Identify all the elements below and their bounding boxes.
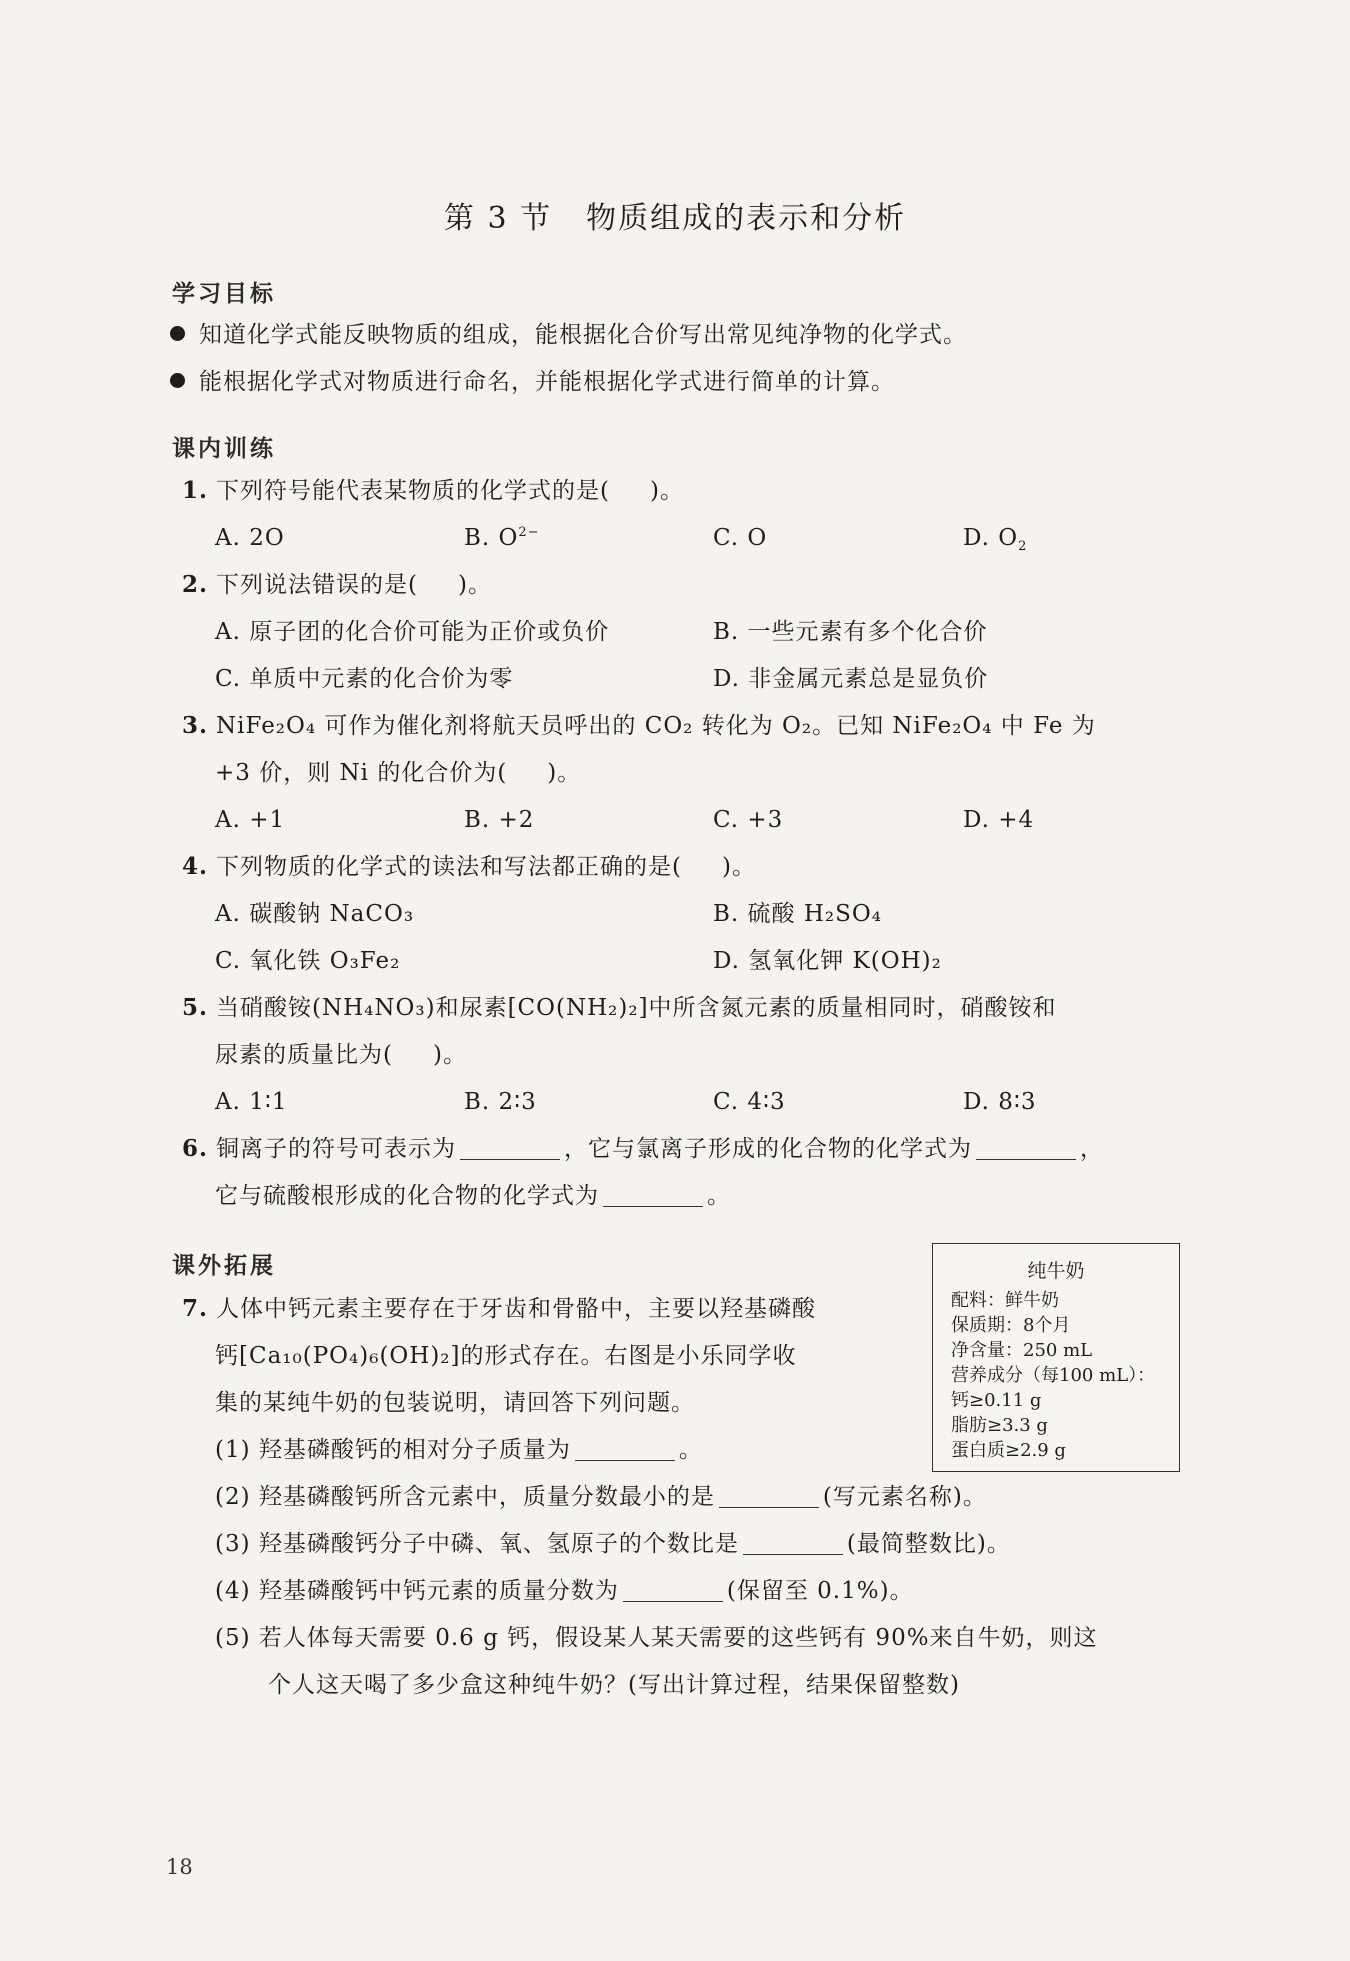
question-2: 2. 下列说法错误的是( )。 [182, 571, 492, 598]
inclass-heading: 课内训练 [172, 435, 276, 462]
goals-heading: 学习目标 [172, 280, 276, 307]
answer-blank[interactable] [743, 1532, 843, 1555]
option-b: B. 2∶3 [464, 1089, 537, 1115]
question-3-cont: +3 价，则 Ni 的化合价为( )。 [215, 760, 582, 786]
option-c: C. +3 [713, 807, 784, 833]
option-b: B. 一些元素有多个化合价 [713, 619, 988, 645]
subquestion-1: (1) 羟基磷酸钙的相对分子质量为 。 [215, 1437, 703, 1463]
section-name: 物质组成的表示和分析 [586, 201, 907, 236]
question-5-cont: 尿素的质量比为( )。 [215, 1042, 467, 1068]
option-d: D. 8∶3 [963, 1089, 1037, 1115]
question-7-cont: 钙[Ca₁₀(PO₄)₆(OH)₂]的形式存在。右图是小乐同学收 [215, 1343, 797, 1369]
milk-label-line: 蛋白质≥2.9 g [951, 1440, 1066, 1461]
question-3: 3. NiFe₂O₄ 可作为催化剂将航天员呼出的 CO₂ 转化为 O₂。已知 NiFe₂O₄ 中 Fe 为 [182, 712, 1096, 739]
question-4: 4. 下列物质的化学式的读法和写法都正确的是( )。 [182, 853, 756, 880]
answer-blank[interactable] [575, 1438, 675, 1461]
question-1: 1. 下列符号能代表某物质的化学式的是( )。 [182, 477, 684, 504]
option-a: A. 1∶1 [215, 1089, 288, 1115]
question-7: 7. 人体中钙元素主要存在于牙齿和骨骼中，主要以羟基磷酸 [182, 1295, 817, 1322]
milk-label-line: 钙≥0.11 g [951, 1390, 1042, 1411]
milk-label-title: 纯牛奶 [1027, 1260, 1085, 1282]
extra-heading: 课外拓展 [172, 1252, 276, 1279]
option-b: B. 硫酸 H₂SO₄ [713, 901, 882, 927]
answer-blank[interactable] [603, 1184, 703, 1207]
page-number: 18 [166, 1855, 193, 1879]
milk-label-line: 净含量：250 mL [951, 1340, 1093, 1361]
option-c: C. 4∶3 [713, 1089, 786, 1115]
option-c: C. 单质中元素的化合价为零 [215, 666, 514, 692]
option-a: A. 2O [215, 525, 285, 551]
subquestion-3: (3) 羟基磷酸钙分子中磷、氧、氢原子的个数比是 (最简整数比)。 [215, 1531, 1011, 1557]
question-6: 6. 铜离子的符号可表示为 ，它与氯离子形成的化合物的化学式为 ， [182, 1135, 1105, 1162]
option-d: D. $O_2$ [963, 525, 1028, 554]
question-6-cont: 它与硫酸根形成的化合物的化学式为 。 [215, 1183, 731, 1209]
option-c: C. O [713, 525, 768, 551]
question-5: 5. 当硝酸铵(NH₄NO₃)和尿素[CO(NH₂)₂]中所含氮元素的质量相同时，硝酸铵和 [182, 994, 1057, 1021]
option-d: D. +4 [963, 807, 1035, 833]
subquestion-5-cont: 个人这天喝了多少盒这种纯牛奶？(写出计算过程，结果保留整数) [268, 1672, 960, 1698]
milk-label-line: 保质期：8个月 [951, 1315, 1071, 1336]
milk-label-line: 营养成分（每100 mL）： [951, 1365, 1156, 1386]
option-a: A. 原子团的化合价可能为正价或负价 [215, 619, 610, 645]
goal-item: 知道化学式能反映物质的组成，能根据化合价写出常见纯净物的化学式。 [170, 320, 967, 350]
goal-item: 能根据化学式对物质进行命名，并能根据化学式进行简单的计算。 [170, 367, 895, 397]
subquestion-4: (4) 羟基磷酸钙中钙元素的质量分数为 (保留至 0.1%)。 [215, 1578, 914, 1604]
option-b: B. $O^{2-}$ [464, 525, 540, 551]
bullet-icon [170, 326, 185, 341]
option-d: D. 氢氧化钾 K(OH)₂ [713, 948, 942, 974]
milk-label-box [932, 1243, 1180, 1472]
answer-blank[interactable] [976, 1137, 1076, 1160]
option-b: B. +2 [464, 807, 535, 833]
answer-blank[interactable] [719, 1485, 819, 1508]
question-7-cont: 集的某纯牛奶的包装说明，请回答下列问题。 [215, 1390, 695, 1416]
section-number: 第 3 节 [443, 201, 553, 236]
milk-label-line: 配料：鲜牛奶 [951, 1290, 1059, 1311]
answer-blank[interactable] [460, 1137, 560, 1160]
bullet-icon [170, 373, 185, 388]
subquestion-2: (2) 羟基磷酸钙所含元素中，质量分数最小的是 (写元素名称)。 [215, 1484, 987, 1510]
subquestion-5: (5) 若人体每天需要 0.6 g 钙，假设某人某天需要的这些钙有 90%来自牛奶，则这 [215, 1625, 1098, 1651]
milk-label-line: 脂肪≥3.3 g [951, 1415, 1048, 1436]
page-title [0, 193, 1350, 237]
option-d: D. 非金属元素总是显负价 [713, 666, 989, 692]
option-c: C. 氧化铁 O₃Fe₂ [215, 948, 401, 974]
option-a: A. +1 [215, 807, 286, 833]
answer-blank[interactable] [623, 1579, 723, 1602]
option-a: A. 碳酸钠 NaCO₃ [215, 901, 415, 927]
